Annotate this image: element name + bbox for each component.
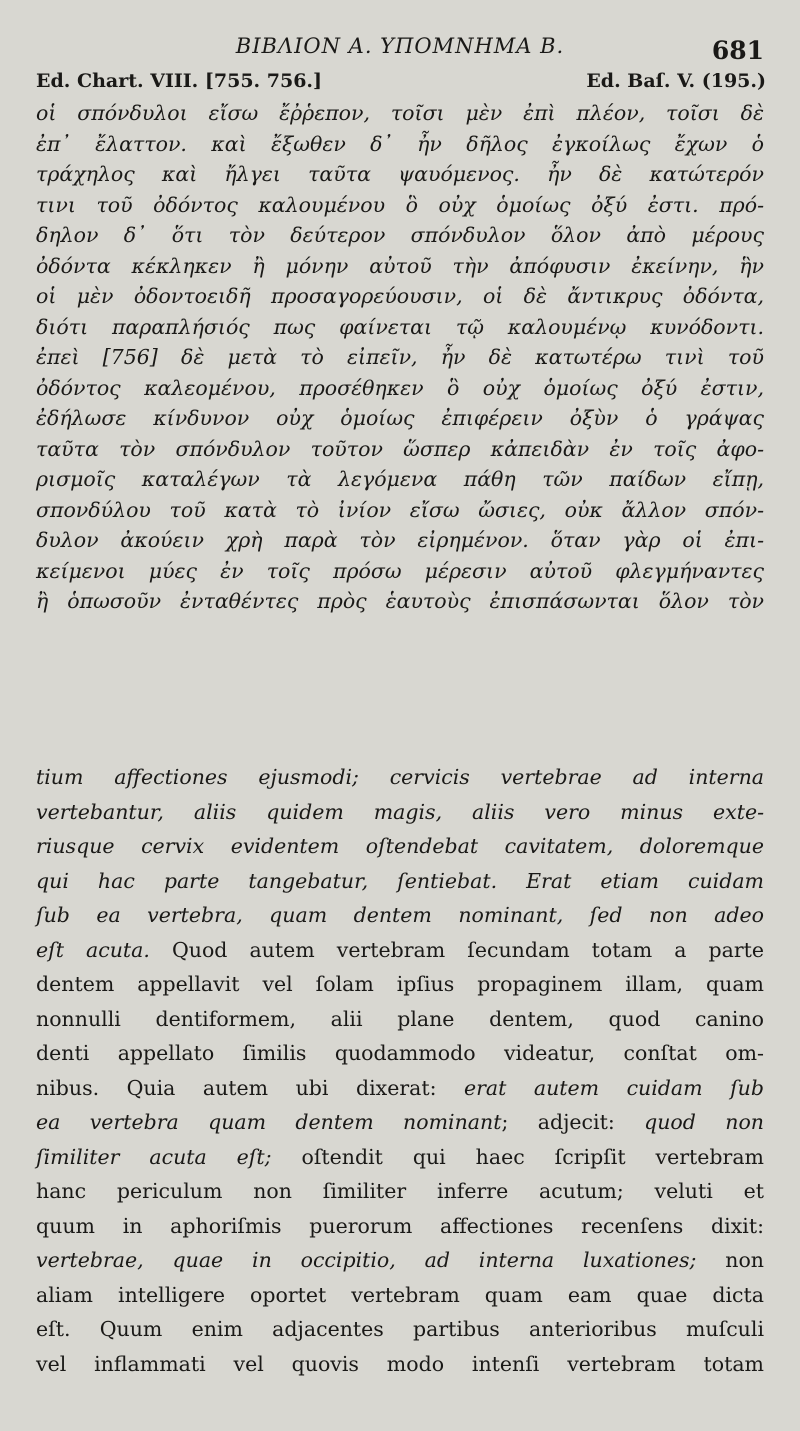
latin-text-line	[36, 1105, 764, 1140]
roman-text-segment: denti appellato ſimilis quodammodo videatur, conſtat om-	[36, 1041, 764, 1065]
latin-text-line	[36, 795, 764, 830]
italic-text-segment: ſimiliter acuta eſt;	[36, 1144, 302, 1169]
latin-text-line	[36, 864, 764, 899]
greek-text-line: τινι τοῦ ὀδόντος καλουμένου ὃ οὐχ ὁμοίως ὀξύ ἐστι. πρό-	[36, 192, 764, 217]
roman-text-segment: non	[725, 1248, 764, 1272]
running-title: ΒΙΒΛΙΟΝ Α. ΥΠΟΜΝΗΜΑ Β.	[235, 34, 565, 58]
italic-text-segment: vertebrae, quae in occipitio, ad interna luxationes;	[36, 1248, 726, 1272]
greek-text-line: ἐπ᾽ ἔλαττον. καὶ ἔξωθεν δ᾽ ἦν δῆλος ἐγκοίλως ἔχων ὁ	[36, 131, 764, 156]
latin-text-line	[36, 1347, 764, 1382]
latin-text-line	[36, 967, 764, 1002]
latin-text-line	[36, 760, 764, 795]
roman-text-segment: aliam intelligere oportet vertebram quam eam quae dicta	[36, 1282, 764, 1307]
italic-text-segment: erat autem cuidam ſub	[463, 1075, 764, 1100]
greek-text-line: δηλον δ᾽ ὅτι τὸν δεύτερον σπόνδυλον ὅλον ἀπὸ μέρους	[36, 223, 764, 247]
greek-text-line: οἱ σπόνδυλοι εἴσω ἔῤῥεπον, τοῖσι μὲν ἐπὶ πλέον, τοῖσι δὲ	[36, 101, 764, 125]
page-number: 681	[711, 36, 764, 65]
latin-text-line	[36, 1071, 764, 1106]
greek-text-line: τράχηλος καὶ ἤλγει ταῦτα ψαυόμενος. ἦν δὲ κατώτερόν	[36, 162, 764, 186]
latin-text-line	[36, 1140, 764, 1175]
italic-text-segment: vertebantur, aliis quidem magis, aliis vero minus exte-	[36, 799, 764, 824]
greek-text-line: ἐπεὶ [756] δὲ μετὰ τὸ εἰπεῖν, ἦν δὲ κατωτέρω τινὶ τοῦ	[36, 345, 764, 369]
latin-text-line	[36, 829, 764, 864]
greek-text-line: δυλον ἀκούειν χρὴ παρὰ τὸν εἰρημένον. ὅταν γὰρ οἱ ἐπι-	[36, 528, 764, 552]
edition-basel-reference: Ed. Baſ. V. (195.)	[586, 70, 766, 92]
roman-text-segment: nonnulli dentiformem, alii plane dentem, quod canino	[36, 1006, 764, 1031]
edition-reference-line	[36, 70, 766, 98]
greek-text-line: οἱ μὲν ὀδοντοειδῆ προσαγορεύουσιν, οἱ δὲ ἄντικρυς ὀδόντα,	[36, 284, 764, 308]
roman-text-segment: dentem appellavit vel ſolam ipſius propaginem illam, quam	[36, 972, 764, 996]
greek-text-line: ταῦτα τὸν σπόνδυλον τοῦτον ὥσπερ κἀπειδὰν ἐν τοῖς ἀφο-	[36, 436, 764, 461]
roman-text-segment: oſtendit qui haec ſcripſit vertebram	[301, 1144, 764, 1169]
running-head	[0, 30, 800, 70]
latin-text-line	[36, 1243, 764, 1278]
greek-text-line: ὀδόντος καλεομένου, προσέθηκεν ὃ οὐχ ὁμοίως ὀξύ ἐστιν,	[36, 375, 764, 400]
greek-text-line: ἐδήλωσε κίνδυνον οὐχ ὁμοίως ἐπιφέρειν ὀξὺν ὁ γράψας	[36, 406, 764, 430]
greek-text-line: ὀδόντα κέκληκεν ἢ μόνην αὐτοῦ τὴν ἀπόφυσιν ἐκείνην, ἣν	[36, 253, 764, 278]
greek-text-line: κείμενοι μύες ἐν τοῖς πρόσω μέρεσιν αὐτοῦ φλεγμήναντες	[36, 558, 764, 583]
italic-text-segment: tium affectiones ejusmodi; cervicis vertebrae ad interna	[36, 765, 764, 789]
latin-text-line	[36, 1209, 764, 1244]
italic-text-segment: quod non	[644, 1110, 765, 1134]
latin-text-line	[36, 1002, 764, 1037]
roman-text-segment: Quod autem vertebram ſecundam totam a parte	[171, 937, 764, 962]
greek-text-line: σπονδύλου τοῦ κατὰ τὸ ἰνίον εἴσω ὤσιες, οὐκ ἄλλον σπόν-	[36, 497, 764, 522]
italic-text-segment: eſt acuta.	[36, 937, 172, 962]
latin-text-line	[36, 933, 764, 968]
latin-text-line	[36, 1312, 764, 1347]
italic-text-segment: riusque cervix evidentem oſtendebat cavitatem, doloremque	[36, 834, 764, 858]
greek-text-line: διότι παραπλήσιός πως φαίνεται τῷ καλουμένῳ κυνόδοντι.	[36, 314, 764, 339]
roman-text-segment: quum in aphoriſmis puerorum affectiones recenſens dixit:	[36, 1213, 764, 1238]
latin-text-line	[36, 1174, 764, 1209]
roman-text-segment: vel inflammati vel quovis modo intenſi vertebram totam	[36, 1351, 764, 1376]
greek-text-line: ἢ ὁπωσοῦν ἐνταθέντες πρὸς ἑαυτοὺς ἐπισπάσωνται ὅλον τὸν	[36, 589, 764, 613]
latin-text-line	[36, 898, 764, 933]
roman-text-segment: nibus. Quia autem ubi dixerat:	[36, 1075, 464, 1100]
italic-text-segment: ſub ea vertebra, quam dentem nominant, ſed non adeo	[36, 903, 764, 927]
greek-text-column	[36, 98, 764, 617]
roman-text-segment: hanc periculum non ſimiliter inferre acutum; veluti et	[36, 1179, 764, 1203]
edition-chart-reference: Ed. Chart. VIII. [755. 756.]	[36, 70, 323, 92]
italic-text-segment: ea vertebra quam dentem nominant	[36, 1110, 502, 1134]
latin-text-line	[36, 1278, 764, 1313]
roman-text-segment: eſt. Quum enim adjacentes partibus anterioribus muſculi	[36, 1317, 764, 1341]
roman-text-segment: ; adjecit:	[501, 1110, 645, 1134]
italic-text-segment: qui hac parte tangebatur, ſentiebat. Erat etiam cuidam	[36, 868, 764, 893]
latin-text-column	[36, 760, 764, 1381]
greek-text-line: ρισμοῖς καταλέγων τὰ λεγόμενα πάθη τῶν παίδων εἴπῃ,	[36, 467, 764, 491]
latin-text-line	[36, 1036, 764, 1071]
